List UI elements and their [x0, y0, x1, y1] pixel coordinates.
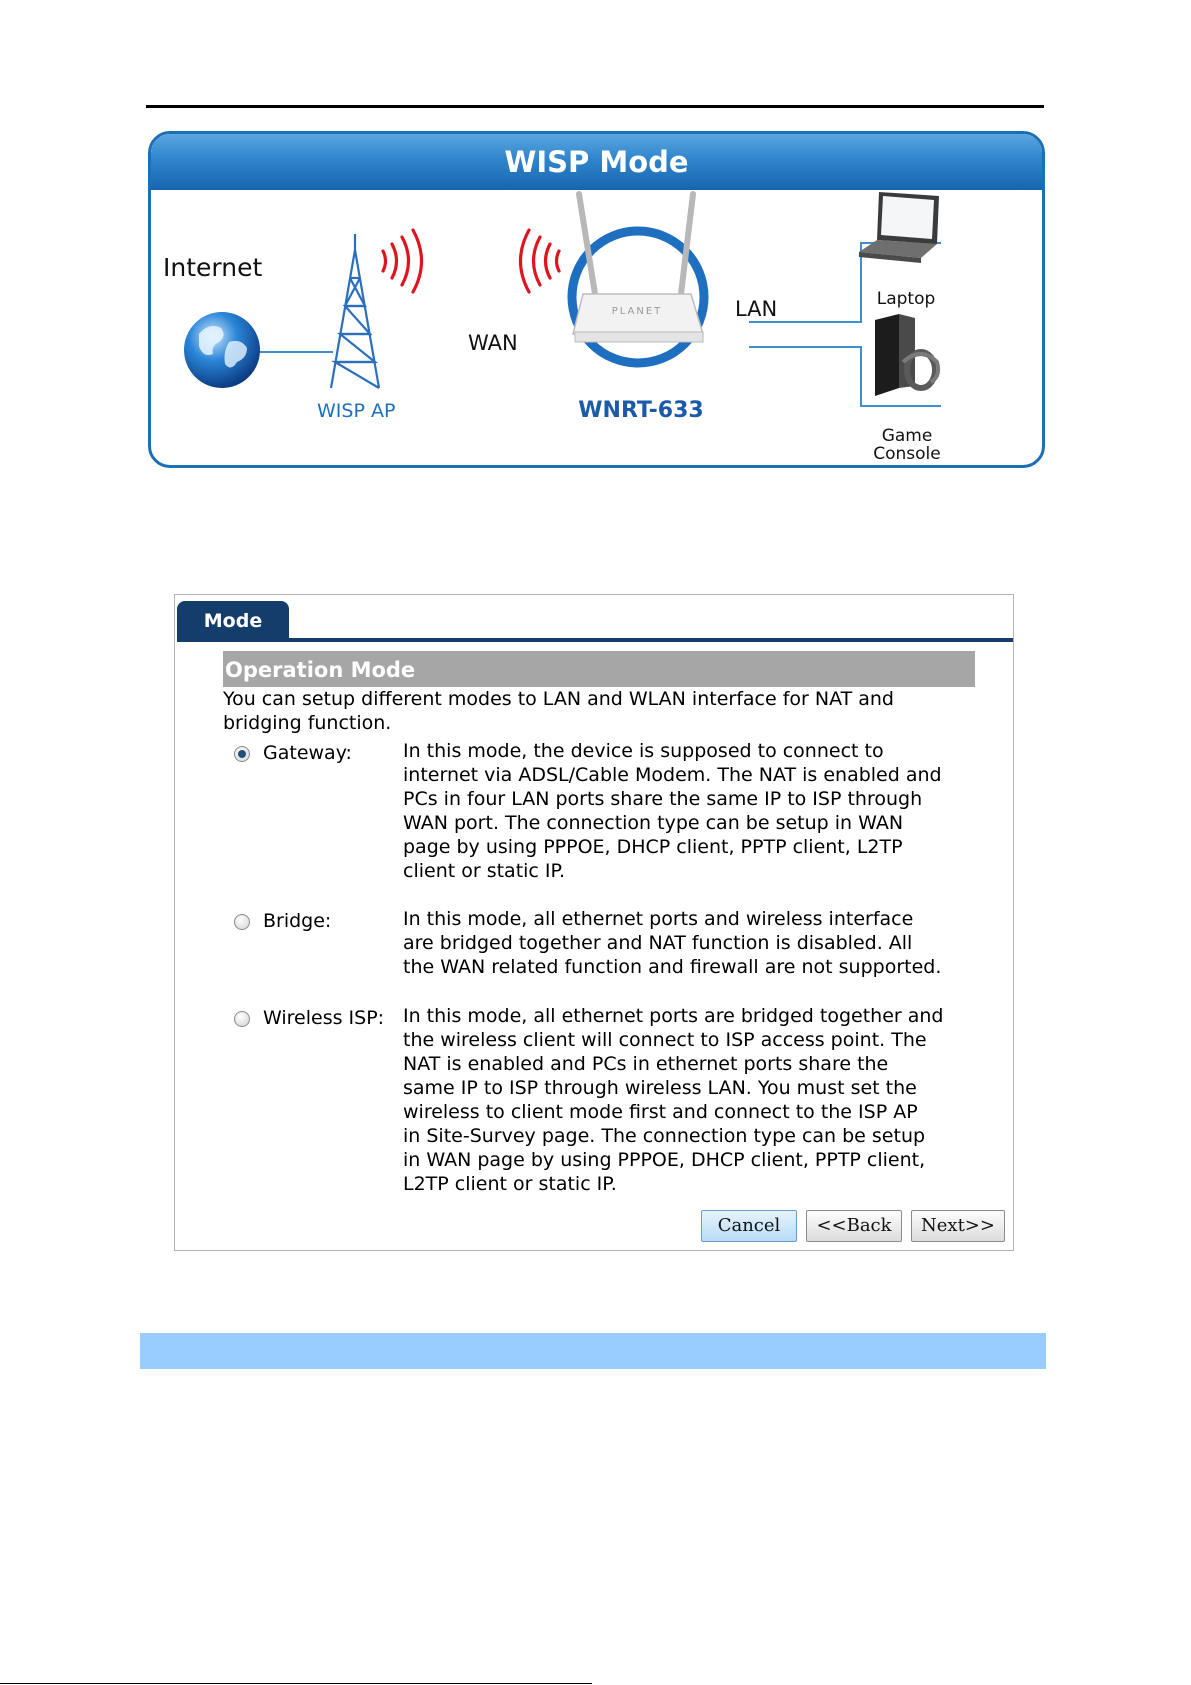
mode-panel [174, 594, 1014, 1251]
section-title: Operation Mode [223, 651, 975, 687]
lan-label: LAN [735, 297, 778, 321]
wireless-signal-icon [383, 230, 422, 292]
bridge-radio[interactable] [234, 914, 250, 930]
wireless-isp-radio[interactable] [234, 1011, 250, 1027]
laptop-icon [859, 192, 939, 263]
diagram-title: WISP Mode [151, 134, 1042, 190]
laptop-label: Laptop [876, 289, 936, 309]
intro-text [223, 687, 983, 735]
game-console-icon [875, 314, 938, 396]
wisp-tower-icon [331, 234, 379, 388]
router-brand-label: PLANET [611, 306, 663, 317]
wireless-isp-description [403, 1004, 983, 1196]
gateway-label: Gateway: [263, 742, 352, 764]
description-line: wireless to client mode first and connect to the ISP AP [403, 1101, 918, 1123]
wan-label: WAN [468, 331, 518, 355]
globe-icon [184, 312, 260, 388]
console-label: Console [873, 444, 941, 464]
intro-line: bridging function. [223, 712, 392, 734]
tab-underline [177, 638, 1013, 642]
wireless-signal-icon-2 [521, 230, 560, 292]
tab-mode[interactable]: Mode [177, 601, 289, 639]
description-line: In this mode, the device is supposed to connect to [403, 740, 884, 762]
gateway-radio[interactable] [234, 746, 250, 762]
gateway-description [403, 739, 983, 883]
description-line: In this mode, all ethernet ports are bridged together and [403, 1005, 944, 1027]
description-line: page by using PPPOE, DHCP client, PPTP client, L2TP [403, 836, 903, 858]
top-rule [146, 105, 1044, 108]
section-heading-bar [140, 1333, 1046, 1369]
wireless-isp-label: Wireless ISP: [263, 1007, 385, 1029]
wisp-ap-label: WISP AP [317, 400, 396, 422]
bridge-label: Bridge: [263, 910, 332, 932]
description-line: In this mode, all ethernet ports and wireless interface [403, 908, 914, 930]
diagram-artwork [151, 134, 1042, 465]
footer-rule [0, 1683, 592, 1684]
wisp-mode-diagram [148, 131, 1045, 468]
description-line: the wireless client will connect to ISP access point. The [403, 1029, 927, 1051]
next-button[interactable]: Next>> [911, 1210, 1005, 1242]
device-model-label: WNRT-633 [578, 398, 704, 423]
description-line: in Site-Survey page. The connection type can be setup [403, 1125, 926, 1147]
description-line: WAN port. The connection type can be setup in WAN [403, 812, 904, 834]
description-line: the WAN related function and firewall are not supported. [403, 956, 942, 978]
back-button[interactable]: <<Back [806, 1210, 902, 1242]
description-line: PCs in four LAN ports share the same IP to ISP through [403, 788, 923, 810]
description-line: are bridged together and NAT function is disabled. All [403, 932, 913, 954]
description-line: same IP to ISP through wireless LAN. You must set the [403, 1077, 917, 1099]
intro-line: You can setup different modes to LAN and WLAN interface for NAT and [223, 688, 894, 710]
cancel-button[interactable]: Cancel [701, 1210, 797, 1242]
description-line: client or static IP. [403, 860, 566, 882]
description-line: internet via ADSL/Cable Modem. The NAT is enabled and [403, 764, 942, 786]
description-line: L2TP client or static IP. [403, 1173, 617, 1195]
description-line: NAT is enabled and PCs in ethernet ports share the [403, 1053, 889, 1075]
game-label: Game [881, 426, 933, 446]
internet-label: Internet [163, 253, 263, 282]
bridge-description [403, 907, 983, 979]
description-line: in WAN page by using PPPOE, DHCP client, PPTP client, [403, 1149, 926, 1171]
router-icon [572, 194, 704, 363]
